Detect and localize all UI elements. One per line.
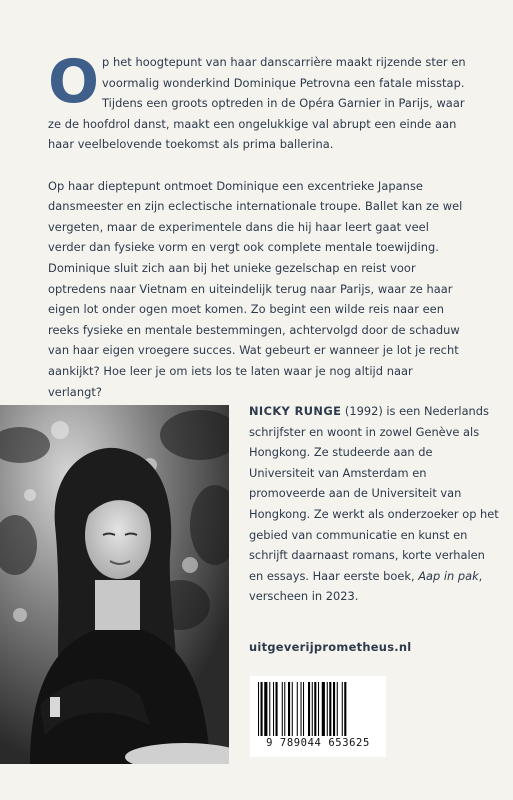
book-title: Aap in pak: [418, 568, 479, 583]
barcode: [250, 676, 386, 757]
author-name: NICKY RUNGE: [249, 404, 342, 418]
isbn-number: 9 789044 653625: [266, 737, 370, 749]
author-bio: [249, 401, 499, 607]
drop-cap: O: [48, 47, 99, 117]
blurb-paragraph-1-text: p het hoogtepunt van haar danscarrière maakt rijzende ster en voormalig wonderkind Dominique Petrovna een fatale misstap. Tijdens een groots optreden in de Opéra Garnier in Parijs, waar ze de hoofdrol danst, maakt een ongelukkige val abrupt een einde aan haar veelbelovende toekomst als prima ballerina.: [48, 55, 466, 152]
barcode-bars: [258, 682, 378, 736]
author-photo: [0, 405, 229, 764]
back-cover-blurb: [48, 47, 468, 423]
author-bio-text-end: , verscheen in 2023.: [249, 568, 483, 604]
blurb-paragraph-2: Op haar dieptepunt ontmoet Dominique een excentrieke Japanse dansmeester en zijn eclectische internationale troupe. Ballet kan ze wel vergeten, maar de experimentele dans die hij haar leert gaat veel verder dan fysieke vorm en vergt ook complete mentale toewijding. Dominique sluit zich aan bij het unieke gezelschap en reist voor optredens naar Vietnam en uiteindelijk terug naar Parijs, waar ze haar eigen lot onder ogen moet komen. Zo begint een wilde reis naar een reeks fysieke en mentale bestemmingen, achtervolgd door de schaduw van haar eigen vroegere succes. Wat gebeurt er wanneer je lot je recht aankijkt? Hoe leer je om iets los te laten waar je nog altijd naar verlangt?: [48, 178, 463, 399]
publisher-website[interactable]: uitgeverijprometheus.nl: [249, 640, 412, 654]
blurb-paragraph-1: [48, 47, 468, 155]
author-bio-text: (1992) is een Nederlands schrijfster en woont in zowel Genève als Hongkong. Ze studeerde aan de Universiteit van Amsterdam en promoveerde aan de Universiteit van Hongkong. Ze werkt als onderzoeker op het gebied van communicatie en kunst en schrijft daarnaast romans, korte verhalen en essays. Haar eerste boek,: [249, 404, 499, 583]
author-photo-image: [0, 405, 229, 764]
